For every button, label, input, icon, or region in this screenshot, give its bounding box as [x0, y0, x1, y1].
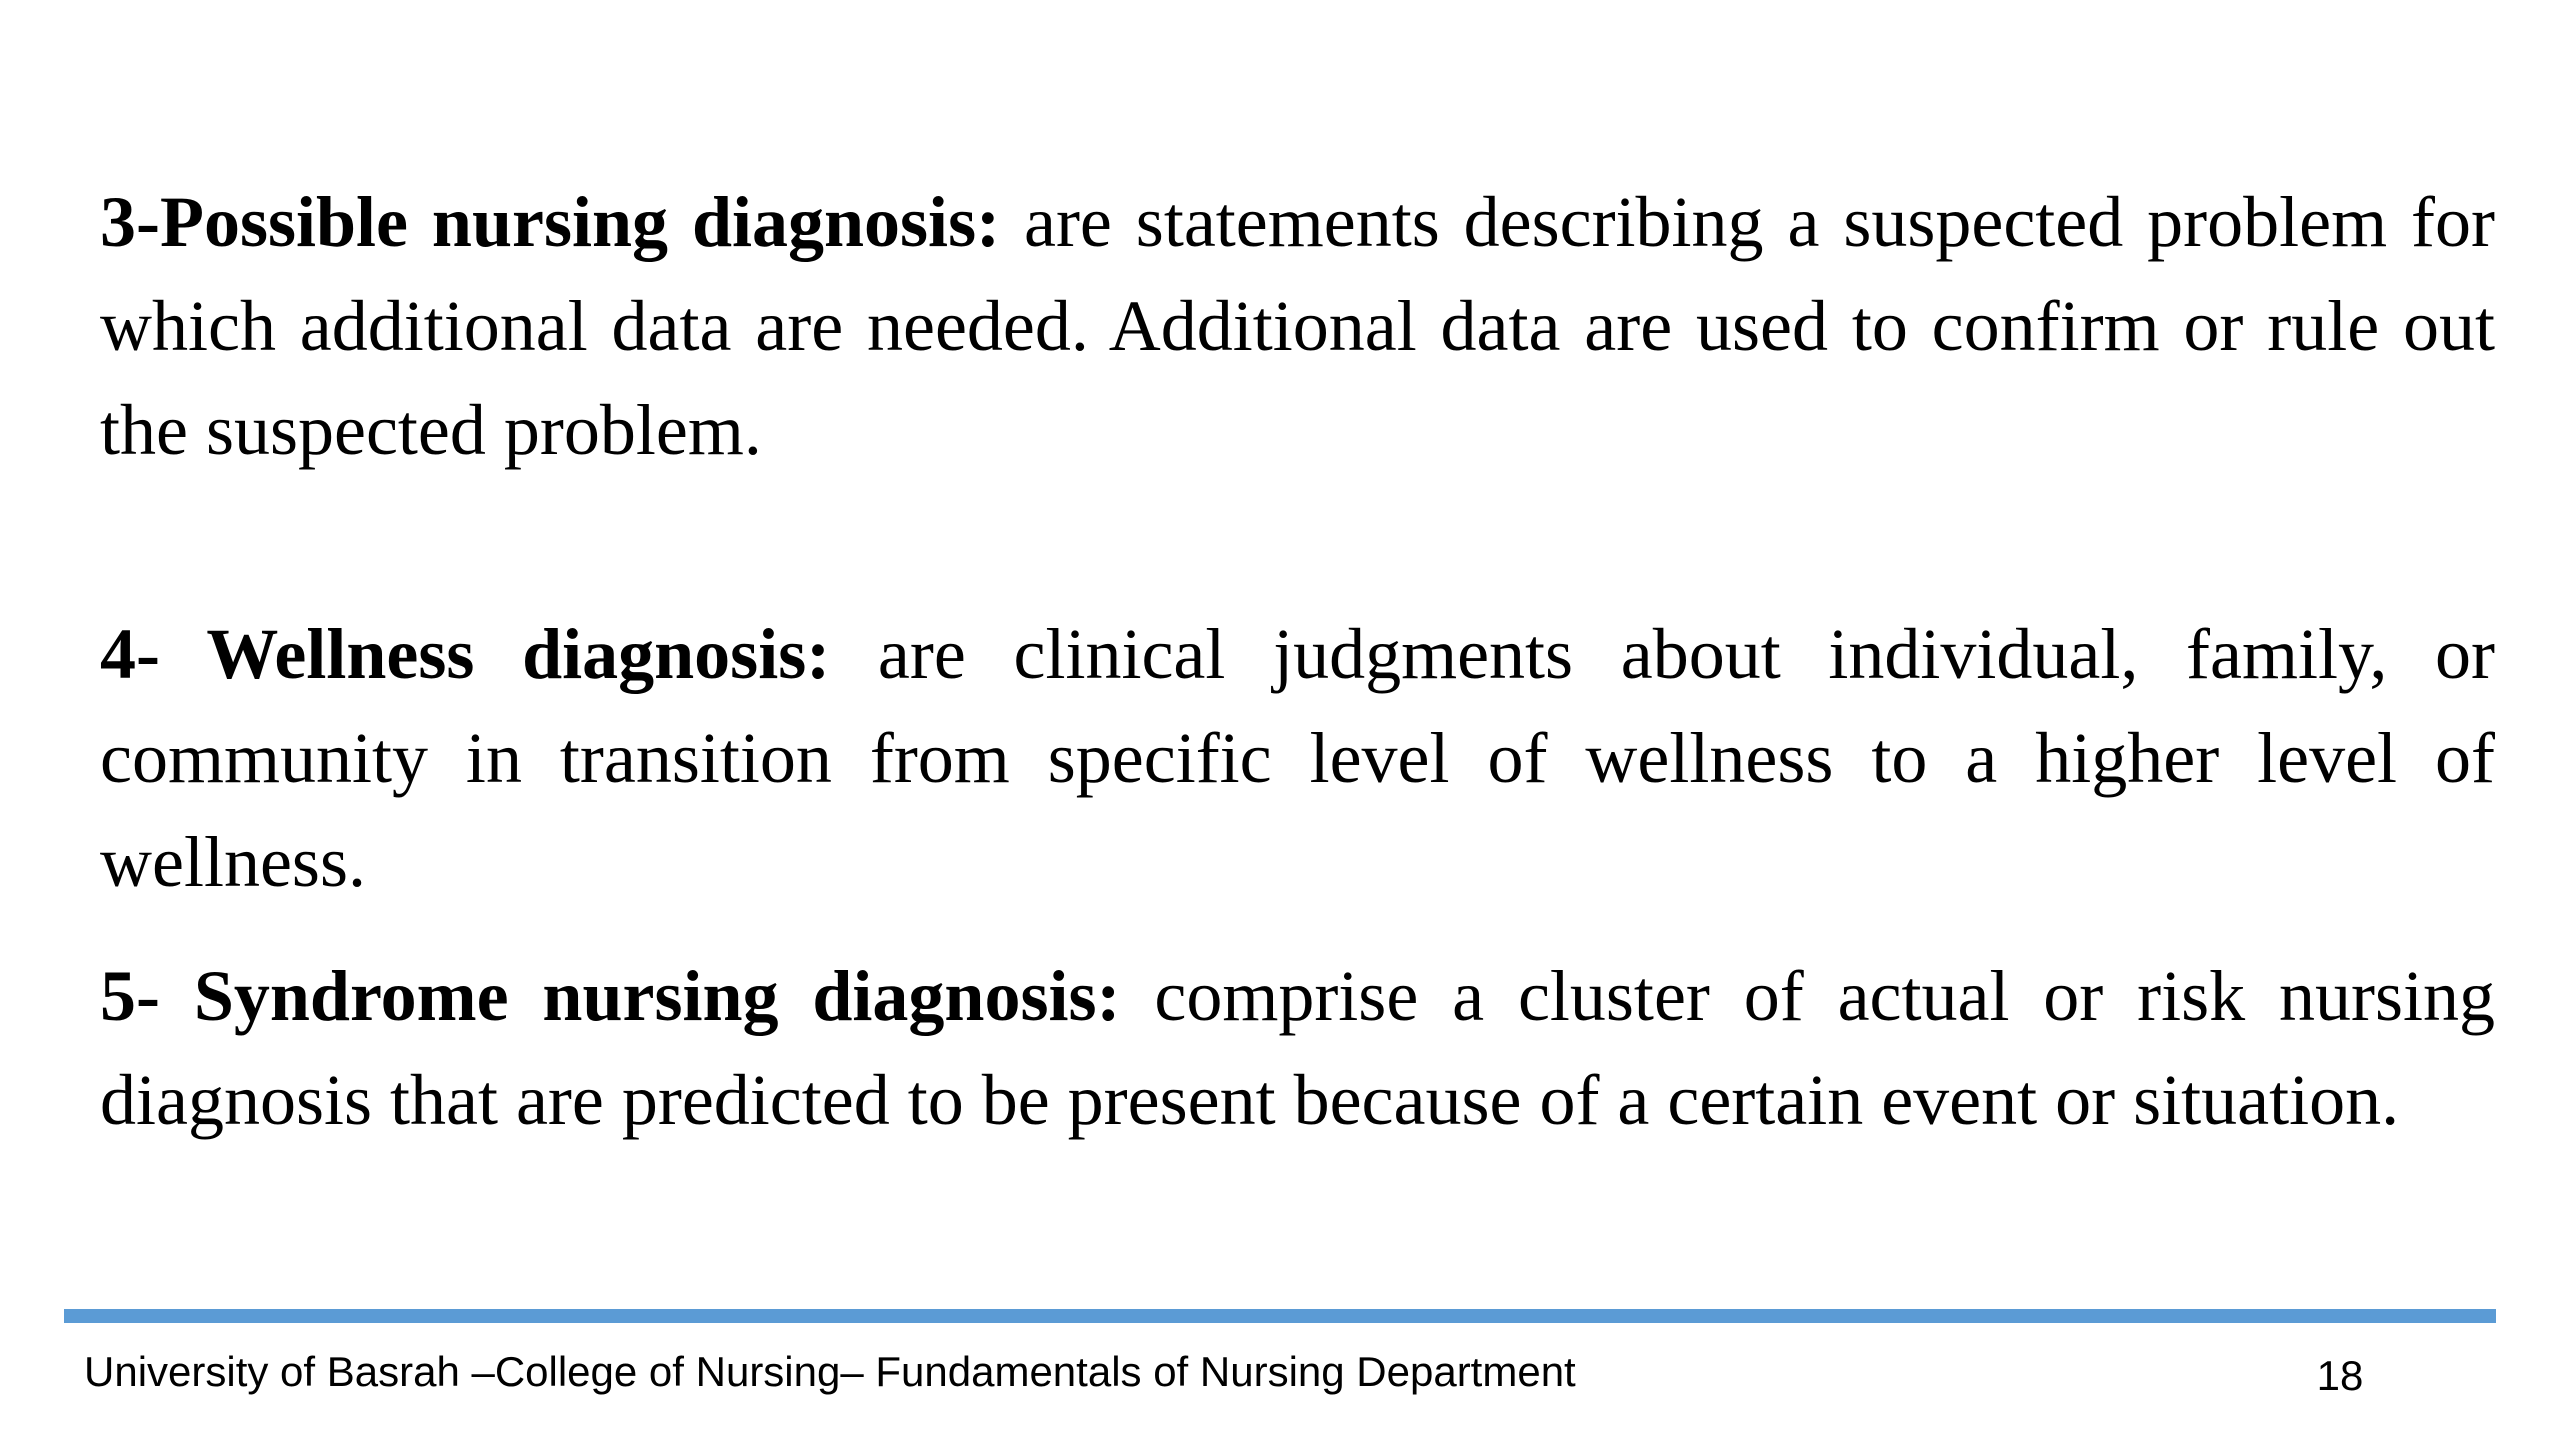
definition-wellness-diagnosis: are clinical judgments about individual, family, or community in transition from specific level of wellness to a higher level of wellness. — [100, 614, 2495, 902]
paragraph-syndrome-diagnosis — [100, 944, 2495, 1152]
definition-syndrome-diagnosis: comprise a cluster of actual or risk nursing diagnosis that are predicted to be present because of a certain event or situation. — [100, 956, 2495, 1140]
footer-institution: University of Basrah –College of Nursing– Fundamentals of Nursing Department — [84, 1348, 1576, 1395]
term-wellness-diagnosis: 4- Wellness diagnosis: — [100, 614, 831, 694]
paragraph-wellness-diagnosis — [100, 602, 2495, 914]
page-number: 18 — [2316, 1352, 2364, 1399]
paragraph-possible-diagnosis — [100, 170, 2495, 482]
definition-possible-diagnosis: are statements describing a suspected problem for which additional data are needed. Additional data are used to confirm or rule out the suspected problem. — [100, 182, 2495, 470]
term-possible-diagnosis: 3-Possible nursing diagnosis: — [100, 182, 1001, 262]
term-syndrome-diagnosis: 5- Syndrome nursing diagnosis: — [100, 956, 1121, 1036]
slide-content — [100, 170, 2495, 1152]
footer-divider — [64, 1309, 2496, 1323]
